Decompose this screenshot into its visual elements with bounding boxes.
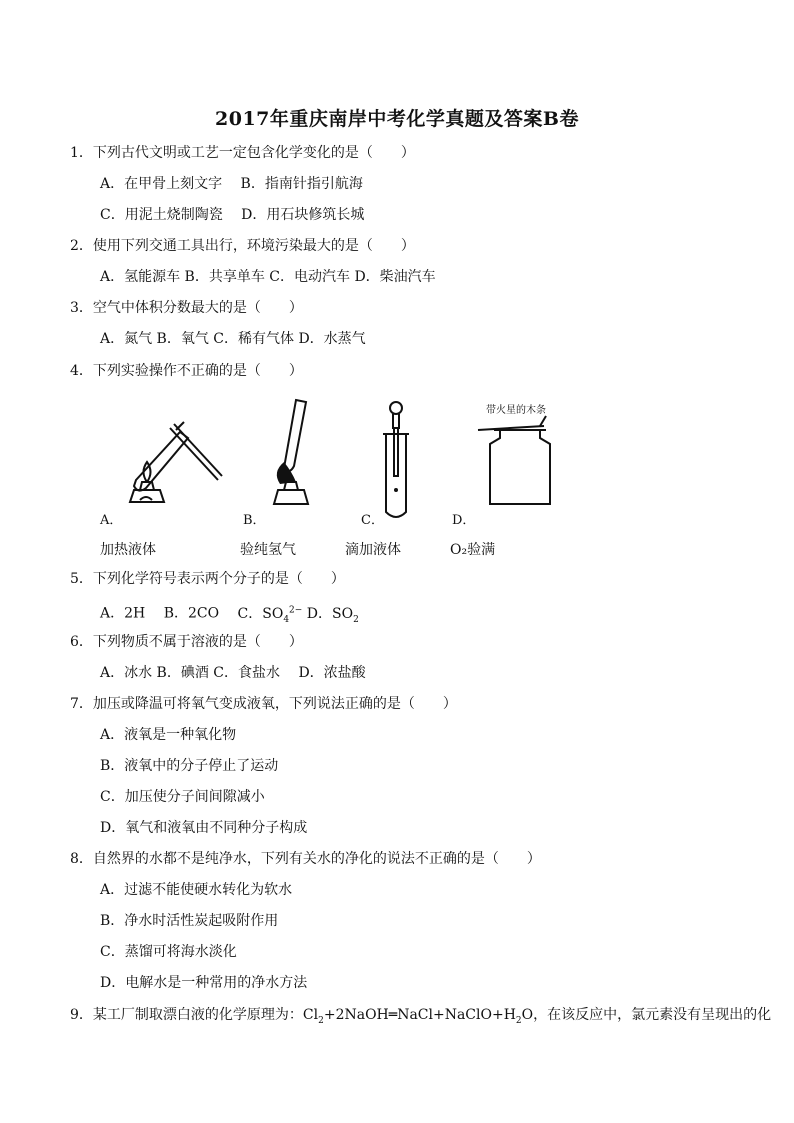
question-2-stem: 2．使用下列交通工具出行，环境污染最大的是（ ） bbox=[70, 238, 415, 254]
question-6-options: A．冰水 B．碘酒 C．食盐水 D．浓盐酸 bbox=[100, 665, 366, 681]
figure-test-hydrogen-icon bbox=[262, 396, 322, 512]
question-1-options-ab: A．在甲骨上刻文字 B．指南针指引航海 bbox=[100, 176, 363, 192]
question-7-option-c: C．加压使分子间间隙减小 bbox=[100, 789, 265, 805]
figure-letter-b: B． bbox=[243, 513, 266, 528]
figure-letter-c: C． bbox=[361, 513, 384, 528]
question-1-stem: 1．下列古代文明或工艺一定包含化学变化的是（ ） bbox=[70, 145, 415, 161]
question-7-option-b: B．液氧中的分子停止了运动 bbox=[100, 758, 279, 774]
question-1-options-cd: C．用泥土烧制陶瓷 D．用石块修筑长城 bbox=[100, 207, 365, 223]
question-5-option-a: A．2H bbox=[100, 605, 146, 622]
question-3-stem: 3．空气中体积分数最大的是（ ） bbox=[70, 300, 303, 316]
question-8-option-b: B．净水时活性炭起吸附作用 bbox=[100, 913, 279, 929]
question-8-option-a: A．过滤不能使硬水转化为软水 bbox=[100, 882, 293, 898]
question-3-options: A．氮气 B．氧气 C．稀有气体 D．水蒸气 bbox=[100, 331, 366, 347]
question-8-option-d: D．电解水是一种常用的净水方法 bbox=[100, 975, 308, 991]
question-6-stem: 6．下列物质不属于溶液的是（ ） bbox=[70, 634, 303, 650]
figure-letter-a: A． bbox=[100, 513, 123, 528]
question-7-option-a: A．液氧是一种氧化物 bbox=[100, 727, 237, 743]
page-title: 2017年重庆南岸中考化学真题及答案B卷 bbox=[215, 108, 579, 130]
figure-oxygen-bottle-icon bbox=[474, 412, 570, 508]
figure-label-c: 滴加液体 bbox=[345, 542, 401, 558]
question-8-stem: 8．自然界的水都不是纯净水，下列有关水的净化的说法不正确的是（ ） bbox=[70, 851, 541, 867]
question-9-stem: 9．某工厂制取漂白液的化学原理为：$Cl_2+2NaOH═NaCl+NaClO+H_2O$，在该反应中，氯元素没有呈现出的化 bbox=[70, 1007, 772, 1026]
question-7-option-d: D．氧气和液氧由不同种分子构成 bbox=[100, 820, 308, 836]
question-4-stem: 4．下列实验操作不正确的是（ ） bbox=[70, 363, 303, 379]
figure-dropper-icon bbox=[378, 398, 414, 522]
figure-label-a: 加热液体 bbox=[100, 542, 156, 558]
question-5-option-d: D．$SO_2$ bbox=[306, 605, 359, 625]
question-5-option-b: B．2CO bbox=[163, 605, 220, 622]
question-5-option-c: C．$SO_4^{2-}$ bbox=[237, 605, 303, 625]
figure-letter-d: D． bbox=[452, 513, 476, 528]
figure-label-b: 验纯氢气 bbox=[240, 542, 296, 558]
figure-label-d: O₂验满 bbox=[450, 542, 496, 558]
figure-heating-liquid-icon bbox=[118, 410, 228, 510]
question-8-option-c: C．蒸馏可将海水淡化 bbox=[100, 944, 237, 960]
question-5-stem: 5．下列化学符号表示两个分子的是（ ） bbox=[70, 571, 345, 587]
question-2-options: A．氢能源车 B．共享单车 C．电动汽车 D．柴油汽车 bbox=[100, 269, 436, 285]
question-5-options bbox=[100, 601, 359, 628]
question-7-stem: 7．加压或降温可将氧气变成液氧，下列说法正确的是（ ） bbox=[70, 696, 457, 712]
figure-d-annotation: 带火星的木条 bbox=[486, 405, 546, 416]
